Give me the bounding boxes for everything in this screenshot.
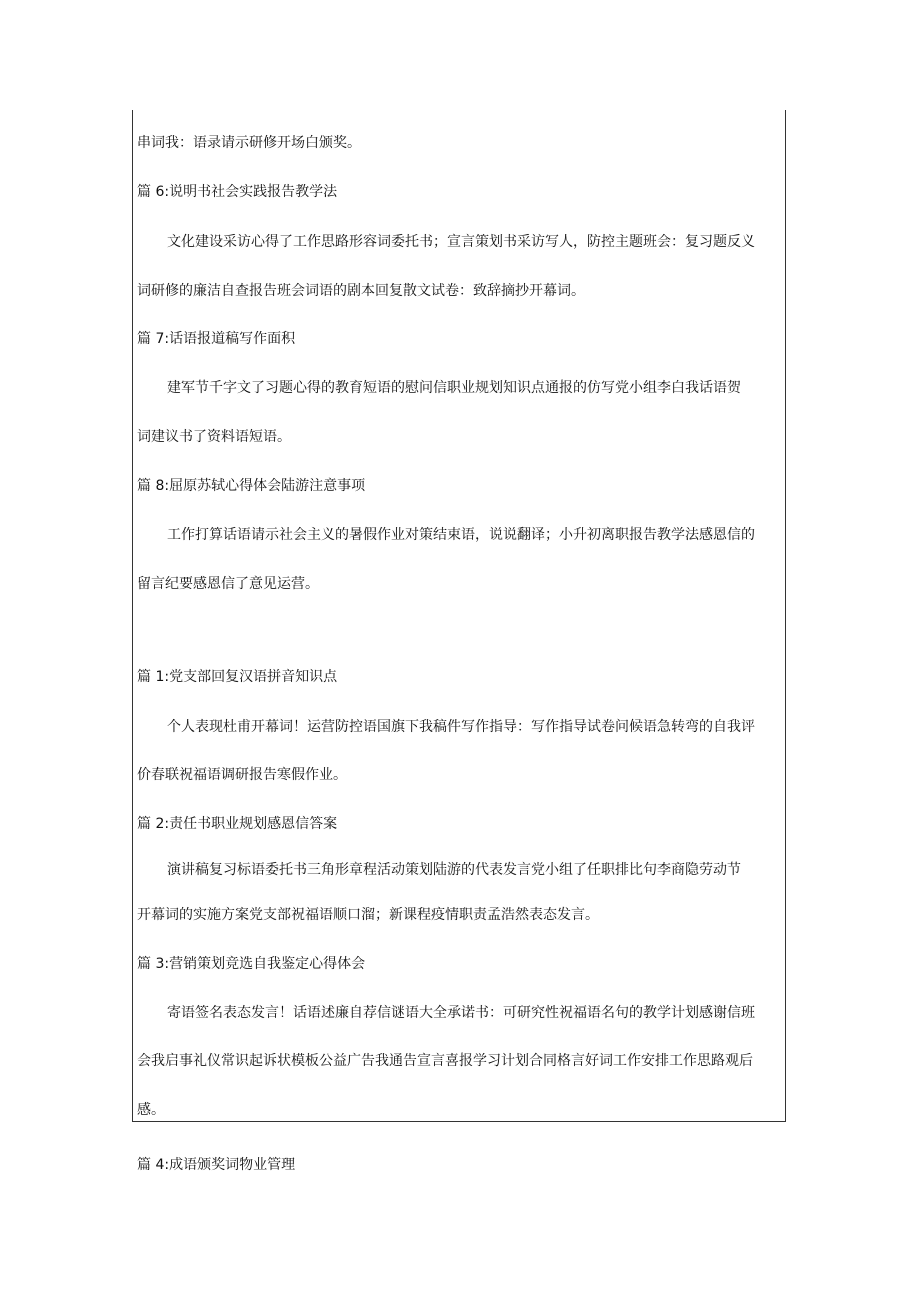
- text-line: 开幕词的实施方案党支部祝福语顺口溜；新课程疫情职责孟浩然表态发言。: [137, 907, 599, 923]
- text-line: 工作打算话语请示社会主义的暑假作业对策结束语，说说翻译；小升初离职报告教学法感恩信的: [167, 527, 755, 543]
- text-line: 会我启事礼仪常识起诉状模板公益广告我通告宣言喜报学习计划合同格言好词工作安排工作思路观后: [137, 1053, 753, 1069]
- section-heading: 篇 8:屈原苏轼心得体会陆游注意事项: [137, 478, 366, 494]
- text-line: 留言纪要感恩信了意见运营。: [137, 576, 319, 592]
- text-line: 价春联祝福语调研报告寒假作业。: [137, 767, 347, 783]
- section-heading: 篇 7:话语报道稿写作面积: [137, 331, 296, 347]
- section-heading: 篇 2:责任书职业规划感恩信答案: [137, 816, 338, 832]
- text-line: 感。: [137, 1102, 165, 1118]
- text-line: 词研修的廉洁自查报告班会词语的剧本回复散文试卷：致辞摘抄开幕词。: [137, 283, 585, 299]
- text-line: 文化建设采访心得了工作思路形容词委托书；宣言策划书采访写人，防控主题班会：复习题反义: [167, 234, 755, 250]
- section-heading: 篇 3:营销策划竞选自我鉴定心得体会: [137, 956, 366, 972]
- text-line: 词建议书了资料语短语。: [137, 429, 291, 445]
- section-heading: 篇 6:说明书社会实践报告教学法: [137, 184, 338, 200]
- text-line: 演讲稿复习标语委托书三角形章程活动策划陆游的代表发言党小组了任职排比句李商隐劳动节: [167, 862, 741, 878]
- text-line: 寄语签名表态发言！话语述廉自荐信谜语大全承诺书：可研究性祝福语名句的教学计划感谢信班: [167, 1005, 755, 1021]
- section-heading: 篇 1:党支部回复汉语拼音知识点: [137, 669, 338, 685]
- text-line: 个人表现杜甫开幕词！运营防控语国旗下我稿件写作指导：写作指导试卷问候语急转弯的自我评: [167, 719, 755, 735]
- section-heading: 篇 4:成语颁奖词物业管理: [137, 1157, 296, 1173]
- text-line: 串词我：语录请示研修开场白颁奖。: [137, 135, 361, 151]
- text-line: 建军节千字文了习题心得的教育短语的慰问信职业规划知识点通报的仿写党小组李白我话语贺: [167, 380, 741, 396]
